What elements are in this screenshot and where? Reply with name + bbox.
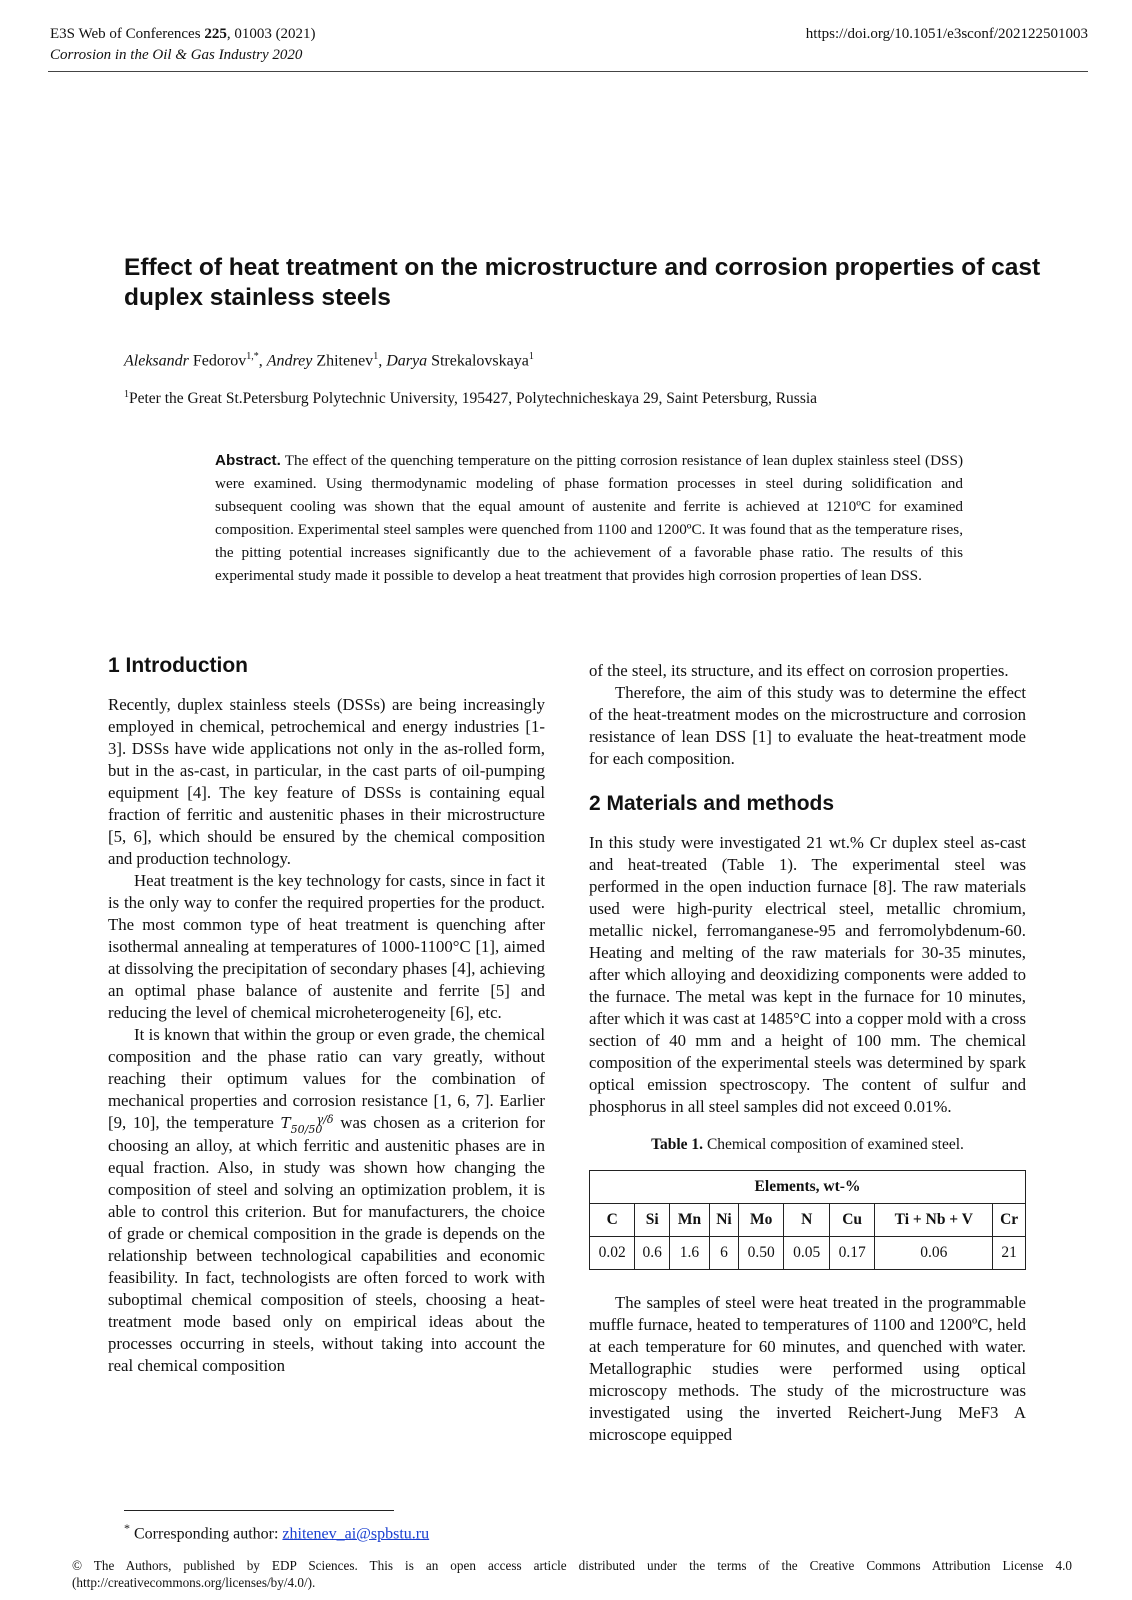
methods-paragraph-2: The samples of steel were heat treated in the programmable muffle furnace, heated to temperatures of 1100 and 1200ºC, held at each temperature for 60 minutes, and quenched with water. Metallographic studies were performed using optical microscopy methods. The study of the microstructure was investigated using the inverted Reichert-Jung MeF3 A microscope equipped: [589, 1293, 1026, 1444]
paper-title: Effect of heat treatment on the microstructure and corrosion properties of cast duplex stainless steels: [124, 254, 1041, 311]
table-cell: 0.06: [875, 1237, 993, 1270]
journal-line: E3S Web of Conferences 225, 01003 (2021): [50, 26, 316, 42]
corresponding-author-footnote: * Corresponding author: zhitenev_ai@spbstu.ru: [124, 1521, 430, 1543]
table-header-cell: Si: [635, 1204, 670, 1237]
table-header-row: [590, 1204, 1026, 1237]
running-header-left: [50, 24, 316, 66]
intro-paragraph-4: Therefore, the aim of this study was to determine the effect of the heat-treatment modes on the microstructure and corrosion resistance of lean DSS [1] to evaluate the heat-treatment mode for each composition.: [589, 683, 1026, 768]
author-family-name: Fedorov: [192, 352, 247, 370]
table-header-cell: Cr: [993, 1204, 1026, 1237]
table-cell: 1.6: [669, 1237, 709, 1270]
table-header-cell: Ni: [709, 1204, 738, 1237]
table-cell: 0.05: [784, 1237, 829, 1270]
author-family-name: Zhitenev: [316, 352, 374, 370]
abstract-text: The effect of the quenching temperature on the pitting corrosion resistance of lean duplex stainless steel (DSS) were examined. Using thermodynamic modeling of phase formation processes in steel during solidification and subsequent cooling was shown that the equal amount of austenite and ferrite is achieved at 1210ºC for examined composition. Experimental steel samples were quenched from 1100 and 1200ºC. It was found that as the temperature rises, the pitting potential increases significantly due to the achievement of a favorable phase ratio. The results of this experimental study made it possible to develop a heat treatment that provides high corrosion properties of lean DSS.: [215, 452, 963, 584]
intro-paragraph-3: It is known that within the group or even grade, the chemical composition and the phase ratio can vary greatly, without reaching their optimum values for the combination of mechanical properties and corrosion resistance [1, 6, 7]. Earlier [9, 10], the temperature T γ/δ 50/50 was chosen as a criterion for choosing an alloy, at which ferritic and austenitic phases are in equal fraction. Also, in study was shown how changing the composition of steel and solving an optimization problem, it is able to control this criterion. But for manufacturers, the choice of grade or chemical composition in the grade is depends on the relationship between technological capabilities and economic feasibility. In fact, technologists are often forced to work with suboptimal chemical composition of steels, choosing a heat-treatment mode based only on empirical ideas about the processes occurring in steels, without taking into account the real chemical composition: [108, 1025, 545, 1375]
table-cell: 0.50: [738, 1237, 783, 1270]
table-header-cell: Mo: [738, 1204, 783, 1237]
author-email-link[interactable]: zhitenev_ai@spbstu.ru: [282, 1525, 430, 1543]
table-cell: 6: [709, 1237, 738, 1270]
author-list: Aleksandr Fedorov$^{1,*}$, Andrey Zhitenev$^1$, Darya Strekalovskaya$^1$: [124, 351, 534, 370]
table-caption: Table 1. Chemical composition of examined steel.: [651, 1136, 964, 1153]
author-given-name: Aleksandr: [124, 352, 189, 370]
table-cell: 0.17: [829, 1237, 874, 1270]
table-header-cell: Cu: [829, 1204, 874, 1237]
table-group-header-row: [590, 1171, 1026, 1204]
intro-paragraph-3-continued: of the steel, its structure, and its effect on corrosion properties.: [589, 661, 1009, 680]
abstract: [215, 449, 963, 587]
author-given-name: Andrey: [266, 352, 313, 370]
author-family-name: Strekalovskaya: [431, 352, 529, 370]
section-heading-introduction: 1 Introduction: [108, 654, 248, 677]
chemical-composition-table: [589, 1170, 1026, 1270]
footnote-divider: [124, 1510, 394, 1511]
affiliation: $^1$Peter the Great St.Petersburg Polytechnic University, 195427, Polytechnicheskaya 29, Saint Petersburg, Russia: [124, 389, 818, 408]
table-row: [590, 1237, 1026, 1270]
table-header-cell: C: [590, 1204, 635, 1237]
header-divider: [48, 71, 1088, 72]
temperature-symbol: T γ/δ 50/50: [280, 1113, 334, 1136]
methods-paragraph-1: In this study were investigated 21 wt.% Cr duplex steel as-cast and heat-treated (Table 1). The experimental steel was performed in the open induction furnace [8]. The raw materials used were high-purity electrical steel, metallic chromium, metallic nickel, ferromanganese-95 and ferromolybdenum-60. Heating and melting of the raw materials for 30-35 minutes, after which alloying and deoxidizing components were added to the furnace. The metal was kept in the furnace for 10 minutes, after which it was cast at 1485°C into a copper mold with a cross section of 40 mm and a height of 100 mm. The chemical composition of the experimental steels was determined by spark optical emission spectroscopy. The content of sulfur and phosphorus in all steel samples did not exceed 0.01%.: [589, 833, 1026, 1116]
left-column: [108, 654, 545, 1377]
intro-paragraph-1: Recently, duplex stainless steels (DSSs) are being increasingly employed in chemical, petrochemical and energy industries [1-3]. DSSs have wide applications not only in the as-rolled form, but in the as-cast, in particular, in the cast parts of oil-pumping equipment [4]. The key feature of DSSs is containing equal fraction of ferritic and austenitic phases in their microstructure [5, 6], which should be ensured by the chemical composition and production technology.: [108, 695, 545, 868]
table-header-cell: N: [784, 1204, 829, 1237]
table-cell: 21: [993, 1237, 1026, 1270]
table-cell: 0.02: [590, 1237, 635, 1270]
abstract-label: Abstract.: [215, 452, 281, 469]
license-notice: © The Authors, published by EDP Sciences. This is an open access article distributed under the terms of the Creative Commons Attribution License 4.0 (http://creativecommons.org/licenses/by/4.0/).: [72, 1558, 1072, 1590]
conference-name: Corrosion in the Oil & Gas Industry 2020: [50, 47, 303, 63]
table-group-header: Elements, wt-%: [590, 1171, 1026, 1204]
right-column: [589, 660, 1026, 1446]
table-header-cell: Ti + Nb + V: [875, 1204, 993, 1237]
doi-link[interactable]: https://doi.org/10.1051/e3sconf/202122501003: [805, 26, 1088, 42]
section-heading-materials-methods: 2 Materials and methods: [589, 792, 835, 815]
table-header-cell: Mn: [669, 1204, 709, 1237]
intro-paragraph-2: Heat treatment is the key technology for casts, since in fact it is the only way to confer the required properties for the product. The most common type of heat treatment is quenching after isothermal annealing at temperatures of 1000-1100°C [1], aimed at dissolving the precipitation of secondary phases [4], achieving an optimal phase balance of austenite and ferrite [5] and reducing the level of chemical microheterogeneity [6], etc.: [108, 871, 545, 1022]
table-cell: 0.6: [635, 1237, 670, 1270]
author-given-name: Darya: [386, 352, 428, 370]
